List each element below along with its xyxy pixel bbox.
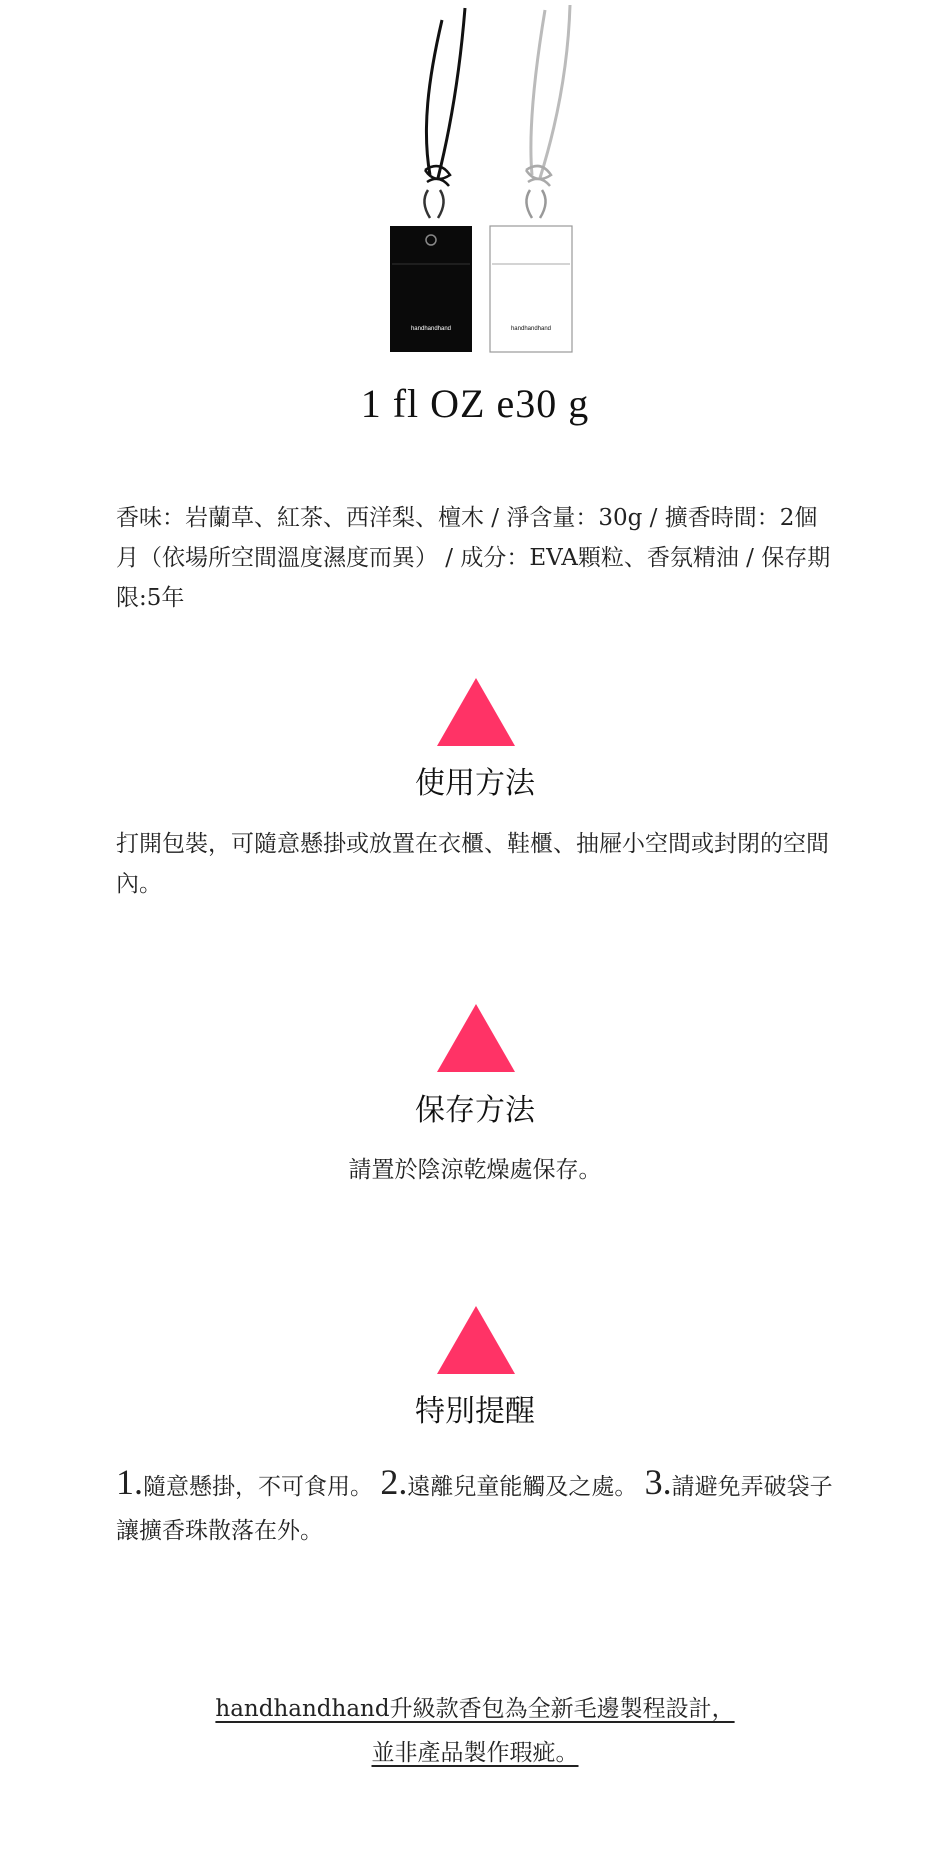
storage-text: 請置於陰涼乾燥處保存。 xyxy=(348,1157,602,1183)
white-lanyard xyxy=(531,5,570,178)
footnote-line-2: 並非產品製作瑕疵。 xyxy=(371,1740,579,1766)
size-line: 1 fl OZ e30 g xyxy=(360,381,590,426)
reminder-item: 遠離兒童能觸及之處。 xyxy=(407,1474,638,1500)
reminder-number: 2. xyxy=(380,1462,408,1502)
spec-text: 香味：岩蘭草、紅茶、西洋梨、檀木 / 淨含量：30g / 擴香時間：2個月（依場所空間溫度濕度而異） / 成分：EVA顆粒、香氛精油 / 保存期限:5年 xyxy=(116,505,831,611)
white-knot xyxy=(526,166,551,186)
footnote-line-1: handhandhand升級款香包為全新毛邊製程設計， xyxy=(215,1696,735,1722)
white-carabiner xyxy=(526,190,545,218)
triangle-icon xyxy=(437,1004,515,1072)
reminder-number: 1. xyxy=(116,1462,143,1502)
reminder-text xyxy=(116,1460,836,1553)
usage-title: 使用方法 xyxy=(415,766,535,801)
usage-text: 打開包裝，可隨意懸掛或放置在衣櫃、鞋櫃、抽屜小空間或封閉的空間內。 xyxy=(116,831,829,897)
triangle-icon xyxy=(437,1306,515,1374)
black-lanyard xyxy=(426,8,465,178)
white-sachet xyxy=(490,226,572,352)
triangle-icon xyxy=(437,678,515,746)
reminder-title: 特別提醒 xyxy=(415,1394,535,1429)
reminder-item: 隨意懸掛，不可食用。 xyxy=(143,1474,373,1500)
storage-title: 保存方法 xyxy=(415,1093,535,1128)
black-carabiner xyxy=(424,190,443,218)
reminder-number: 3. xyxy=(644,1462,672,1502)
product-illustration xyxy=(370,0,600,360)
black-tag-brand: handhandhand xyxy=(410,326,452,332)
white-tag-brand: handhandhand xyxy=(510,326,552,332)
reminder-item: 請避免弄破袋子讓擴香珠散落在外。 xyxy=(116,1474,833,1544)
